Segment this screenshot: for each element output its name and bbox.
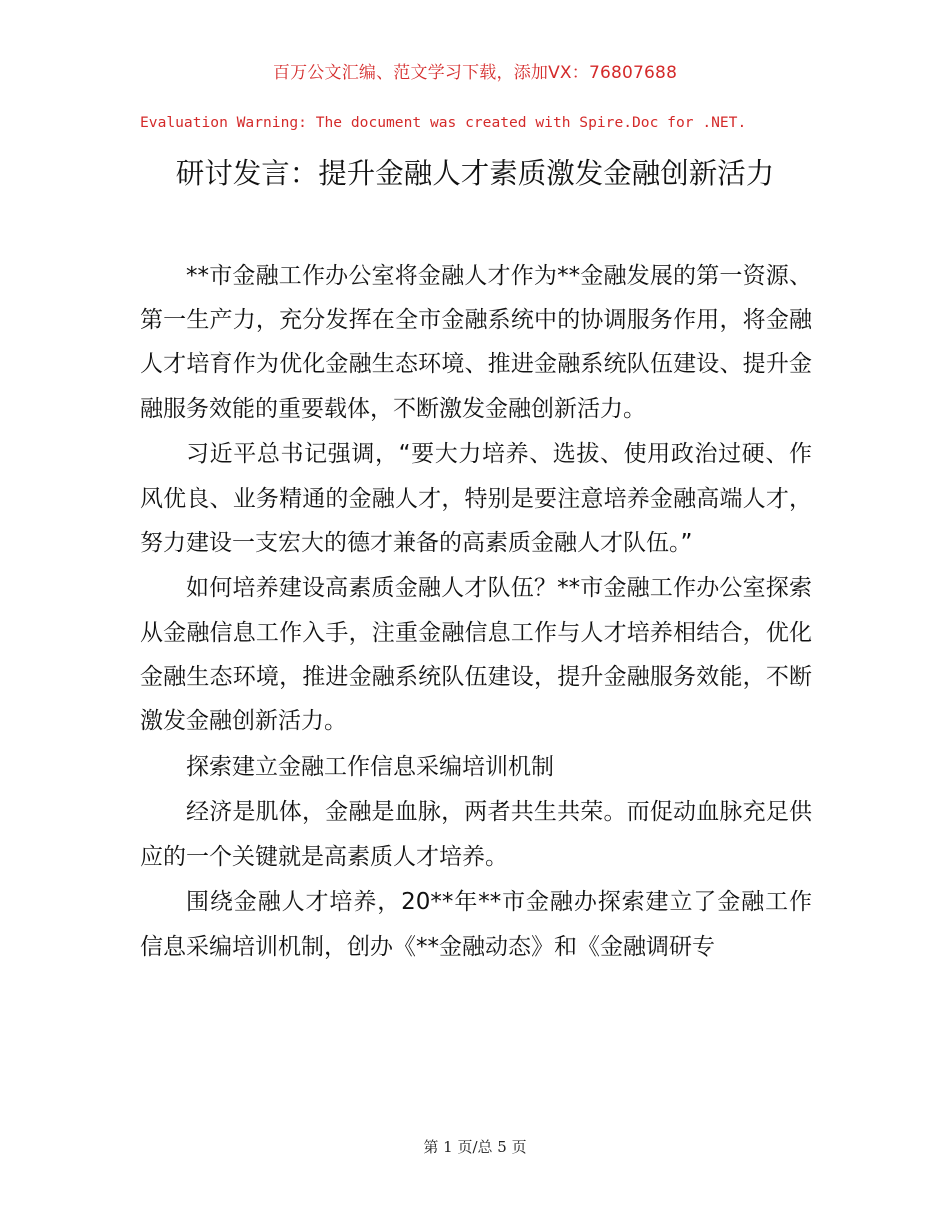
- paragraph-3: 如何培养建设高素质金融人才队伍？**市金融工作办公室探索从金融信息工作入手，注重金融信息工作与人才培养相结合，优化金融生态环境，推进金融系统队伍建设，提升金融服务效能，不断激发金融创新活力。: [140, 575, 812, 735]
- document-body: [140, 254, 812, 969]
- document-title: 研讨发言：提升金融人才素质激发金融创新活力: [175, 157, 775, 190]
- section-heading: 探索建立金融工作信息采编培训机制: [186, 753, 554, 780]
- paragraph-4: 经济是肌体，金融是血脉，两者共生共荣。而促动血脉充足供应的一个关键就是高素质人才培养。: [140, 799, 812, 870]
- evaluation-warning: Evaluation Warning: The document was created with Spire.Doc for .NET.: [140, 114, 747, 131]
- header-banner: 百万公文汇编、范文学习下载，添加VX：76807688: [272, 63, 678, 83]
- paragraph-1: **市金融工作办公室将金融人才作为**金融发展的第一资源、第一生产力，充分发挥在全市金融系统中的协调服务作用，将金融人才培育作为优化金融生态环境、推进金融系统队伍建设、提升金融服务效能的重要载体，不断激发金融创新活力。: [140, 263, 812, 422]
- paragraph-2: 习近平总书记强调，“要大力培养、选拔、使用政治过硬、作风优良、业务精通的金融人才，特别是要注意培养金融高端人才，努力建设一支宏大的德才兼备的高素质金融人才队伍。”: [140, 441, 812, 556]
- page-number: 第 1 页/总 5 页: [423, 1138, 527, 1156]
- paragraph-5: 围绕金融人才培养，20**年**市金融办探索建立了金融工作信息采编培训机制，创办《**金融动态》和《金融调研专: [140, 889, 812, 960]
